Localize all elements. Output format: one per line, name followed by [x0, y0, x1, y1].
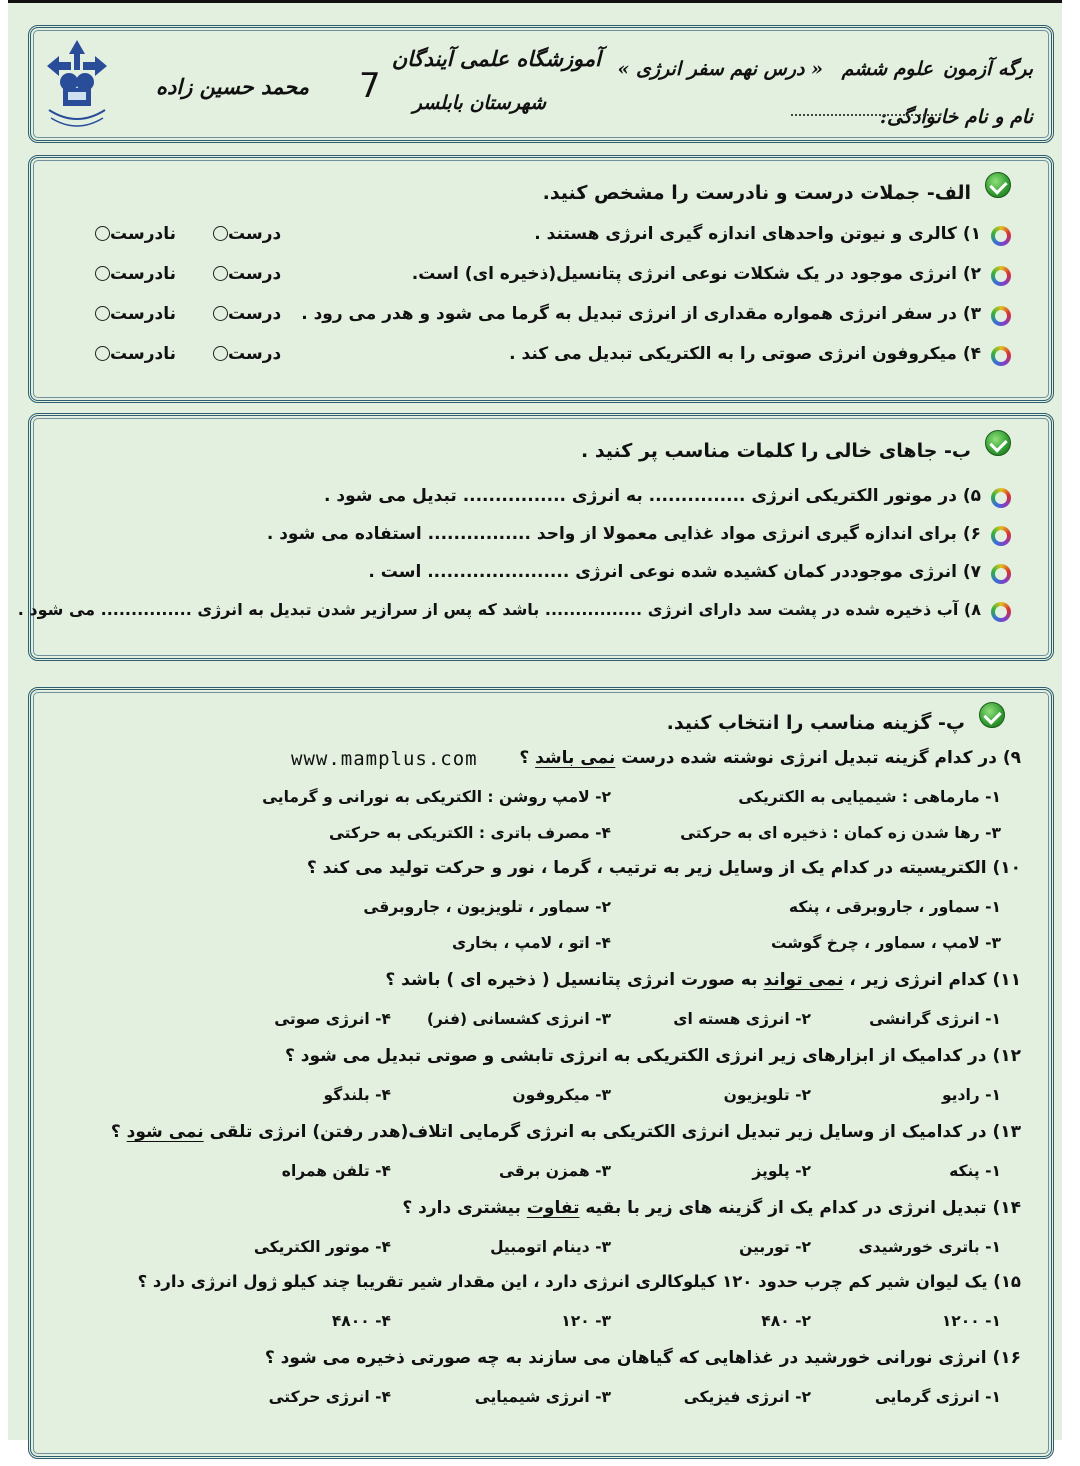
bullet-icon	[991, 226, 1011, 246]
mcq-option[interactable]: ۳- همزن برقی	[499, 1162, 611, 1180]
exam-sheet-label: برگه آزمون	[942, 58, 1033, 80]
mcq-option[interactable]: ۱- انرژی گرانشی	[869, 1010, 1001, 1028]
tf-row-1	[31, 222, 1051, 252]
mcq-option[interactable]: ۴- موتور الکتریکی	[253, 1238, 391, 1256]
school-logo-icon	[41, 36, 113, 132]
bullet-icon	[991, 306, 1011, 326]
mcq-question-9: ۹) در کدام گزینه تبدیل انرژی نوشته شده درست نمی باشد ؟	[519, 748, 1021, 768]
mcq-option[interactable]: ۲- سماور ، تلویزیون ، جاروبرقی	[363, 898, 611, 916]
exam-page	[8, 0, 1062, 1440]
false-option[interactable]: نادرست	[93, 224, 176, 244]
mcq-option[interactable]: ۴- اتو ، لامپ ، بخاری	[452, 934, 611, 952]
bullet-icon	[991, 602, 1011, 622]
mcq-option[interactable]: ۳- میکروفون	[512, 1086, 611, 1104]
bullet-icon	[991, 266, 1011, 286]
radio-circle-icon[interactable]	[95, 266, 110, 281]
mcq-option[interactable]: ۲- انرژی هسته ای	[673, 1010, 811, 1028]
blank-question: ۵) در موتور الکتریکی انرژی ............... به انرژی ................ تبدیل می شود .	[324, 486, 981, 506]
mcq-question-13: ۱۳) در کدامیک از وسایل زیر تبدیل انرژی الکتریکی به انرژی گرمایی اتلاف(هدر رفتن) انرژی تلقی نمی شود ؟	[110, 1122, 1021, 1142]
mcq-option[interactable]: ۱- ۱۲۰۰	[941, 1312, 1001, 1330]
radio-circle-icon[interactable]	[95, 346, 110, 361]
check-icon	[985, 172, 1011, 198]
lesson-label: « درس نهم سفر انرژی »	[617, 58, 823, 80]
tf-row-3	[31, 302, 1051, 332]
mcq-option[interactable]: ۱- مارماهی : شیمیایی به الکتریکی	[738, 788, 1001, 806]
radio-circle-icon[interactable]	[213, 266, 228, 281]
bullet-icon	[991, 488, 1011, 508]
mcq-option[interactable]: ۴- انرژی حرکتی	[268, 1388, 391, 1406]
tf-question: ۴) میکروفون انرژی صوتی را به الکتریکی تبدیل می کند .	[509, 344, 981, 364]
mcq-option[interactable]: ۴- تلفن همراه	[281, 1162, 391, 1180]
blank-question: ۶) برای اندازه گیری انرژی مواد غذایی معمولا از واحد ................ استفاده می شود .	[266, 524, 981, 544]
mcq-option[interactable]: ۳- انرژی شیمیایی	[474, 1388, 611, 1406]
check-icon	[979, 702, 1005, 728]
subject-label: علوم ششم	[841, 58, 933, 80]
school-name: آموزشگاه علمی آیندگان	[391, 46, 601, 71]
mcq-option[interactable]: ۳- ۱۲۰	[561, 1312, 611, 1330]
section-b-title: ب- جاهای خالی را کلمات مناسب پر کنید .	[580, 440, 971, 462]
mcq-question-10: ۱۰) الکتریسیته در کدام یک از وسایل زیر به ترتیب ، گرما ، نور و حرکت تولید می کند ؟	[306, 858, 1021, 878]
section-fill-blanks	[17, 413, 1054, 661]
mcq-option[interactable]: ۲- تلویزیون	[723, 1086, 811, 1104]
blank-row-6	[31, 522, 1051, 552]
check-icon	[985, 430, 1011, 456]
radio-circle-icon[interactable]	[213, 306, 228, 321]
blank-question: ۸) آب ذخیره شده در پشت سد دارای انرژی ................ باشد که پس از سرازیر شدن تبدیل به انرژی ............... می شود .	[17, 600, 981, 619]
section-a-title: الف- جملات درست و نادرست را مشخص کنید.	[542, 182, 971, 204]
name-field[interactable]	[791, 114, 941, 116]
bullet-icon	[991, 564, 1011, 584]
mcq-option[interactable]: ۲- ۴۸۰	[761, 1312, 811, 1330]
tf-question: ۲) انرژی موجود در یک شکلات نوعی انرژی پتانسیل(ذخیره ای) است.	[411, 264, 981, 284]
section-multiple-choice	[28, 687, 1054, 1459]
blank-question: ۷) انرژی موجوددر کمان کشیده شده نوعی انرژی ...................... است .	[368, 562, 981, 582]
teacher-name: محمد حسین زاده	[156, 74, 309, 99]
mcq-option[interactable]: ۳- انرژی کشسانی (فنر)	[426, 1010, 611, 1028]
false-option[interactable]: نادرست	[93, 304, 176, 324]
mcq-option[interactable]: ۳- رها شدن زه کمان : ذخیره ای به حرکتی	[680, 824, 1001, 842]
tf-row-2	[31, 262, 1051, 292]
tf-row-4	[31, 342, 1051, 372]
website-url: www.mamplus.com	[291, 748, 478, 770]
mcq-option[interactable]: ۱- رادیو	[941, 1086, 1001, 1104]
false-option[interactable]: نادرست	[93, 264, 176, 284]
blank-row-8	[17, 598, 1051, 628]
mcq-option[interactable]: ۲- پلوپز	[752, 1162, 811, 1180]
exam-number: 7	[359, 66, 381, 106]
mcq-question-16: ۱۶) انرژی نورانی خورشید در غذاهایی که گیاهان می سازند به چه صورتی ذخیره می شود ؟	[264, 1348, 1021, 1368]
mcq-option[interactable]: ۴- بلندگو	[323, 1086, 391, 1104]
blank-row-7	[31, 560, 1051, 590]
true-option[interactable]: درست	[211, 264, 281, 284]
bullet-icon	[991, 346, 1011, 366]
blank-row-5	[31, 484, 1051, 514]
mcq-option[interactable]: ۲- توربین	[739, 1238, 811, 1256]
mcq-option[interactable]: ۱- باتری خورشیدی	[858, 1238, 1001, 1256]
mcq-option[interactable]: ۲- انرژی فیزیکی	[683, 1388, 811, 1406]
mcq-question-11: ۱۱) کدام انرژی زیر ، نمی تواند به صورت انرژی پتانسیل ( ذخیره ای ) باشد ؟	[385, 970, 1021, 990]
mcq-option[interactable]: ۱- انرژی گرمایی	[874, 1388, 1001, 1406]
radio-circle-icon[interactable]	[213, 226, 228, 241]
mcq-option[interactable]: ۴- ۴۸۰۰	[331, 1312, 391, 1330]
mcq-option[interactable]: ۱- سماور ، جاروبرقی ، پنکه	[788, 898, 1001, 916]
header-box	[28, 25, 1054, 143]
radio-circle-icon[interactable]	[95, 226, 110, 241]
radio-circle-icon[interactable]	[95, 306, 110, 321]
mcq-question-14: ۱۴) تبدیل انرژی در کدام یک از گزینه های زیر با بقیه تفاوت بیشتری دارد ؟	[402, 1198, 1021, 1218]
mcq-option[interactable]: ۱- پنکه	[949, 1162, 1001, 1180]
name-label: نام و نام خانوادگی:	[880, 106, 1033, 128]
true-option[interactable]: درست	[211, 344, 281, 364]
mcq-question-15: ۱۵) یک لیوان شیر کم چرب حدود ۱۲۰ کیلوکالری انرژی دارد ، این مقدار شیر تقریبا چند کیلو ژول انرژی دارد ؟	[137, 1272, 1021, 1291]
mcq-option[interactable]: ۳- دینام اتومبیل	[490, 1238, 611, 1256]
mcq-option[interactable]: ۴- انرژی صوتی	[274, 1010, 391, 1028]
tf-question: ۱) کالری و نیوتن واحدهای اندازه گیری انرژی هستند .	[534, 224, 981, 244]
section-true-false	[28, 155, 1054, 403]
city-name: شهرستان بابلسر	[412, 92, 546, 114]
mcq-option[interactable]: ۴- مصرف باتری : الکتریکی به حرکتی	[329, 824, 611, 842]
mcq-question-12: ۱۲) در کدامیک از ابزارهای زیر انرژی الکتریکی به انرژی تابشی و صوتی تبدیل می شود ؟	[284, 1046, 1021, 1066]
bullet-icon	[991, 526, 1011, 546]
section-c-title: پ- گزینه مناسب را انتخاب کنید.	[666, 712, 965, 734]
radio-circle-icon[interactable]	[213, 346, 228, 361]
true-option[interactable]: درست	[211, 224, 281, 244]
mcq-option[interactable]: ۳- لامپ ، سماور ، چرخ گوشت	[771, 934, 1001, 952]
false-option[interactable]: نادرست	[93, 344, 176, 364]
tf-question: ۳) در سفر انرژی همواره مقداری از انرژی تبدیل به گرما می شود و هدر می رود .	[301, 304, 981, 324]
true-option[interactable]: درست	[211, 304, 281, 324]
mcq-option[interactable]: ۲- لامپ روشن : الکتریکی به نورانی و گرمایی	[262, 788, 611, 806]
